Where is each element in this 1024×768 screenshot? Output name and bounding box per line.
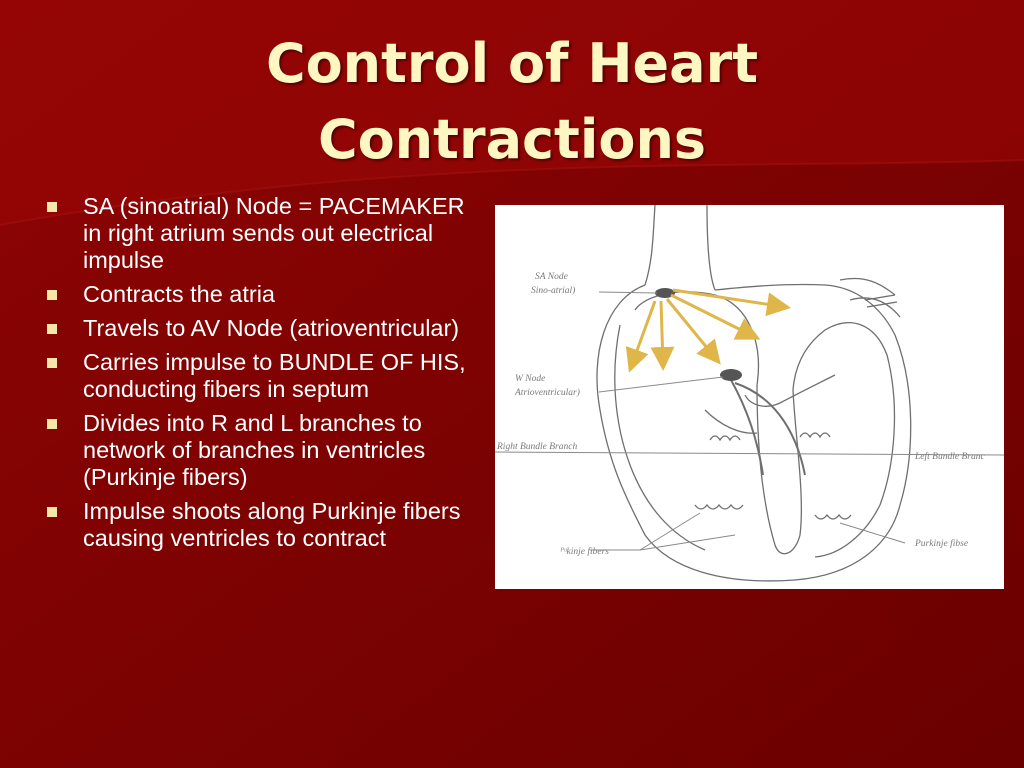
heart-illustration — [495, 205, 1004, 589]
square-bullet-icon — [47, 358, 57, 368]
bullet-item — [44, 410, 474, 491]
label-sa-node-sub: Sino-atrial) — [531, 286, 576, 296]
label-purkinje-fibers-right: Purkinje fibse — [915, 539, 969, 549]
bullet-item — [44, 315, 474, 342]
bullet-text: Carries impulse to BUNDLE OF HIS, conducting fibers in septum — [83, 349, 466, 402]
bullet-text: Contracts the atria — [83, 281, 276, 307]
impulse-arrows — [631, 290, 785, 367]
label-sa-node: SA Node — [535, 272, 568, 282]
square-bullet-icon — [47, 290, 57, 300]
bullet-text: Divides into R and L branches to network of branches in ventricles (Purkinje fibers) — [83, 410, 426, 490]
bullet-text: SA (sinoatrial) Node = PACEMAKER in right atrium sends out electrical impulse — [83, 193, 465, 273]
label-left-bundle-branch: Left Bundle Branc — [915, 452, 985, 462]
label-purkinje-fibers-left: ᴾᵘkinje fibers — [560, 547, 609, 557]
bullet-item — [44, 498, 474, 552]
title-line-1: Control of Heart — [265, 32, 759, 95]
square-bullet-icon — [47, 202, 57, 212]
heart-conduction-diagram — [495, 205, 1004, 589]
slide-title — [0, 26, 1024, 178]
bullet-item — [44, 281, 474, 308]
bullet-text: Impulse shoots along Purkinje fibers causing ventricles to contract — [83, 498, 461, 551]
heart-outline — [597, 205, 911, 581]
bullet-item — [44, 193, 474, 274]
bullet-list — [44, 193, 474, 559]
label-right-bundle-branch: Right Bundle Branch — [497, 442, 578, 452]
bullet-item — [44, 349, 474, 403]
label-av-node: W Node — [515, 374, 546, 384]
bullet-text: Travels to AV Node (atrioventricular) — [83, 315, 460, 341]
label-av-node-sub: Atrioventricular) — [515, 388, 580, 398]
av-node-marker — [720, 369, 742, 381]
square-bullet-icon — [47, 419, 57, 429]
title-line-2: Contractions — [317, 108, 707, 171]
square-bullet-icon — [47, 507, 57, 517]
square-bullet-icon — [47, 324, 57, 334]
